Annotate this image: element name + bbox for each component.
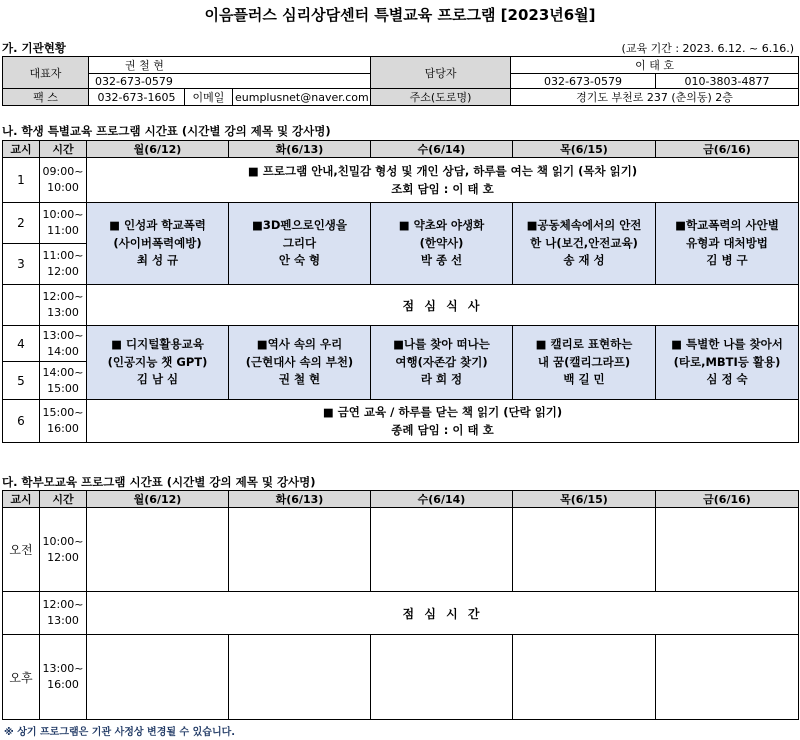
header-mon: 월(6/12) (87, 491, 229, 508)
time-start: 14:00~ (42, 365, 84, 379)
parent-tue-am (229, 508, 371, 592)
lunch-period (3, 285, 40, 326)
address-label: 주소(도로명) (371, 89, 511, 106)
lecturer-name: 김 남 심 (136, 372, 179, 387)
parent-fri-pm (656, 635, 799, 720)
time-end: 16:00 (47, 678, 79, 691)
time-end: 14:00 (47, 344, 79, 358)
header-tue: 화(6/13) (229, 491, 371, 508)
period-4: 4 (3, 326, 40, 362)
header-mon: 월(6/12) (87, 141, 229, 158)
section-a-heading: 가. 기관현황 (2, 41, 66, 55)
lecture-subtitle: (한약사) (419, 235, 464, 250)
lecturer-name: 김 병 구 (706, 253, 748, 268)
lecture-subtitle: 유형과 대처방법 (686, 235, 768, 250)
education-period: (교육 기간 : 2023. 6.12. ~ 6.16.) (621, 42, 794, 55)
parent-tue-pm (229, 635, 371, 720)
lecture-title: ■공동체속에서의 안전 (526, 217, 642, 232)
lecture-mon-am (87, 203, 229, 285)
time-slot-am (40, 508, 87, 592)
time-end: 13:00 (47, 614, 79, 627)
lunch-break: 점 심 식 사 (87, 285, 799, 326)
lecture-subtitle: 그리다 (282, 235, 317, 250)
lecture-subtitle: 한 나(보건,안전교육) (530, 235, 638, 250)
header-wed: 수(6/14) (371, 491, 513, 508)
lecture-subtitle: (사이버폭력예방) (113, 235, 202, 250)
rep-label: 대표자 (3, 57, 89, 89)
lecture-fri-am (656, 203, 799, 285)
period-1: 1 (3, 158, 40, 203)
time-start: 10:00~ (42, 208, 84, 222)
opening-homeroom: 조회 담임 : 이 태 호 (391, 182, 494, 196)
section-b-heading: 나. 학생 특별교육 프로그램 시간표 (시간별 강의 제목 및 강사명) (2, 124, 331, 138)
header-thu: 목(6/15) (513, 491, 656, 508)
footnote: ※ 상기 프로그램은 기관 사정상 변경될 수 있습니다. (4, 727, 236, 738)
lecture-title: ■ 디지털활용교육 (111, 336, 204, 351)
opening-session (87, 158, 799, 203)
parent-thu-am (513, 508, 656, 592)
rep-name: 권 철 현 (89, 57, 371, 74)
lecturer-name: 안 숙 형 (278, 253, 321, 268)
time-slot-4 (40, 326, 87, 362)
time-start: 11:00~ (42, 249, 84, 263)
header-tue: 화(6/13) (229, 141, 371, 158)
time-slot-6 (40, 400, 87, 443)
time-end: 16:00 (47, 422, 79, 435)
time-slot-2 (40, 203, 87, 244)
time-start: 10:00~ (42, 534, 84, 548)
lecturer-name: 권 철 현 (278, 372, 321, 387)
lecturer-name: 송 재 성 (563, 253, 605, 268)
lecturer-name: 심 정 숙 (706, 372, 748, 387)
page-title: 이음플러스 심리상담센터 특별교육 프로그램 [2023년6월] (204, 6, 596, 24)
closing-homeroom: 종례 담임 : 이 태 호 (391, 423, 494, 437)
rep-phone: 032-673-0579 (89, 74, 371, 89)
lecture-tue-pm (229, 326, 371, 400)
manager-mobile: 010-3803-4877 (656, 74, 799, 89)
header-fri: 금(6/16) (656, 141, 799, 158)
lecturer-name: 백 길 민 (563, 372, 605, 387)
lunch-period (3, 592, 40, 635)
morning-label: 오전 (3, 508, 40, 592)
manager-label: 담당자 (371, 57, 511, 89)
lecture-title: ■역사 속의 우리 (256, 336, 343, 351)
time-end: 12:00 (47, 550, 79, 564)
lunch-break: 점 심 시 간 (87, 592, 799, 635)
parent-mon-pm (87, 635, 229, 720)
lecture-title: ■ 특별한 나를 찾아서 (671, 336, 783, 351)
time-slot-5 (40, 362, 87, 400)
time-slot-3 (40, 244, 87, 285)
lecturer-name: 최 성 규 (136, 253, 179, 268)
lecture-fri-pm (656, 326, 799, 400)
parent-wed-am (371, 508, 513, 592)
time-end: 12:00 (47, 265, 79, 278)
lecture-title: ■ 인성과 학교폭력 (109, 217, 206, 232)
period-5: 5 (3, 362, 40, 400)
lecture-title: ■학교폭력의 사안별 (675, 217, 779, 232)
parent-wed-pm (371, 635, 513, 720)
fax-number: 032-673-1605 (89, 89, 185, 106)
fax-label: 팩 스 (3, 89, 89, 106)
lecture-wed-am (371, 203, 513, 285)
time-start: 13:00~ (42, 662, 84, 676)
lecturer-name: 라 희 정 (420, 372, 463, 387)
header-period: 교시 (3, 141, 40, 158)
section-c-heading: 다. 학부모교육 프로그램 시간표 (시간별 강의 제목 및 강사명) (2, 475, 316, 489)
time-start: 12:00~ (42, 598, 84, 612)
parent-thu-pm (513, 635, 656, 720)
afternoon-label: 오후 (3, 635, 40, 720)
time-end: 11:00 (47, 224, 79, 237)
time-slot-lunch (40, 592, 87, 635)
lecture-subtitle: (근현대사 속의 부천) (245, 354, 354, 369)
lecture-subtitle: 여행(자존감 찾기) (395, 354, 488, 369)
lecture-title: ■ 약초와 야생화 (398, 217, 485, 232)
time-start: 12:00~ (42, 290, 84, 304)
lecture-title: ■나를 찾아 떠나는 (393, 336, 490, 351)
lecture-subtitle: 내 꿈(캘리그라프) (537, 354, 631, 369)
lecture-thu-pm (513, 326, 656, 400)
institution-info-table (2, 56, 799, 106)
lecture-thu-am (513, 203, 656, 285)
parent-mon-am (87, 508, 229, 592)
opening-session-title: ■ 프로그램 안내,친밀감 형성 및 개인 상담, 하루를 여는 책 읽기 (목차 읽기) (247, 163, 638, 178)
header-wed: 수(6/14) (371, 141, 513, 158)
header-time: 시간 (40, 491, 87, 508)
header-time: 시간 (40, 141, 87, 158)
period-6: 6 (3, 400, 40, 443)
parent-fri-am (656, 508, 799, 592)
manager-name: 이 태 호 (511, 57, 799, 74)
time-slot-1 (40, 158, 87, 203)
header-thu: 목(6/15) (513, 141, 656, 158)
time-start: 15:00~ (42, 406, 84, 420)
lecture-tue-am (229, 203, 371, 285)
lecture-title: ■ 캘리로 표현하는 (535, 336, 633, 351)
header-fri: 금(6/16) (656, 491, 799, 508)
closing-session-title: ■ 금연 교육 / 하루를 닫는 책 읽기 (단락 읽기) (322, 404, 563, 419)
manager-phone: 032-673-0579 (511, 74, 656, 89)
lecture-wed-pm (371, 326, 513, 400)
lecture-mon-pm (87, 326, 229, 400)
time-start: 09:00~ (42, 165, 84, 179)
student-schedule-table (2, 140, 799, 443)
lecture-subtitle: (타로,MBTI등 활용) (673, 354, 781, 369)
address-value: 경기도 부천로 237 (춘의동) 2층 (511, 89, 799, 106)
time-end: 10:00 (47, 181, 79, 194)
period-3: 3 (3, 244, 40, 285)
lecture-title: ■3D펜으로인생을 (251, 217, 348, 232)
time-slot-pm (40, 635, 87, 720)
closing-session (87, 400, 799, 443)
lecturer-name: 박 종 선 (420, 253, 463, 268)
email-address: eumplusnet@naver.com (233, 89, 371, 106)
time-end: 13:00 (47, 306, 79, 319)
time-end: 15:00 (47, 381, 79, 395)
email-label: 이메일 (185, 89, 233, 106)
parent-schedule-table (2, 490, 799, 720)
header-period: 교시 (3, 491, 40, 508)
period-2: 2 (3, 203, 40, 244)
time-start: 13:00~ (42, 328, 84, 342)
time-slot-lunch (40, 285, 87, 326)
lecture-subtitle: (인공지능 챗 GPT) (107, 354, 208, 369)
